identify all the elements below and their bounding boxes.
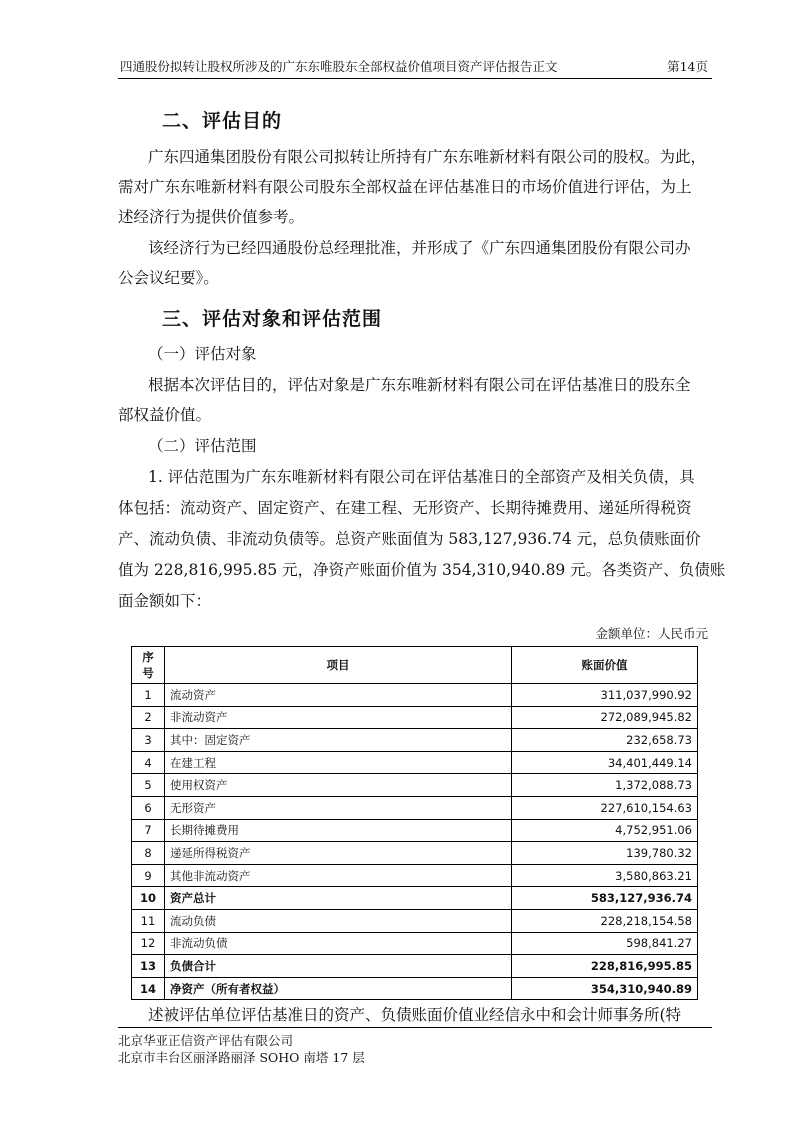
row-no: 5	[132, 774, 165, 797]
row-no: 13	[132, 955, 165, 978]
paragraph-line: 值为 228,816,995.85 元，净资产账面价值为 354,310,940.89 元。各类资产、负债账	[118, 561, 726, 579]
section-heading-scope: 三、评估对象和评估范围	[162, 308, 383, 330]
paragraph-line: 述经济行为提供价值参考。	[118, 208, 305, 226]
currency-unit: 金额单位：人民币元	[595, 626, 708, 641]
row-value: 139,780.32	[512, 842, 698, 865]
row-no: 1	[132, 684, 165, 707]
table-row	[132, 774, 698, 797]
row-item: 资产总计	[165, 887, 512, 910]
table-row	[132, 819, 698, 842]
table-row	[132, 864, 698, 887]
footer-address: 北京市丰台区丽泽路丽泽 SOHO 南塔 17 层	[118, 1050, 365, 1065]
row-no: 7	[132, 819, 165, 842]
row-item: 使用权资产	[165, 774, 512, 797]
row-item: 流动负债	[165, 909, 512, 932]
paragraph-line-continued: 述被评估单位评估基准日的资产、负债账面价值业经信永中和会计师事务所(特	[148, 1006, 682, 1024]
row-value: 3,580,863.21	[512, 864, 698, 887]
row-value: 228,218,154.58	[512, 909, 698, 932]
paragraph-line: 部权益价值。	[118, 406, 212, 424]
table-row	[132, 729, 698, 752]
row-value: 232,658.73	[512, 729, 698, 752]
footer-company: 北京华亚正信资产评估有限公司	[118, 1033, 294, 1048]
row-no: 4	[132, 751, 165, 774]
row-no: 11	[132, 909, 165, 932]
subheading-scope: （二）评估范围	[148, 437, 257, 455]
paragraph-line: 1. 评估范围为广东东唯新材料有限公司在评估基准日的全部资产及相关负债，具	[148, 468, 695, 486]
row-no: 14	[132, 977, 165, 1000]
table-row	[132, 796, 698, 819]
row-item: 净资产（所有者权益）	[165, 977, 512, 1000]
page-number: 第14页	[667, 59, 708, 74]
row-no: 8	[132, 842, 165, 865]
row-no: 10	[132, 887, 165, 910]
row-item: 长期待摊费用	[165, 819, 512, 842]
table-row-total	[132, 887, 698, 910]
section-heading-purpose: 二、评估目的	[162, 110, 283, 132]
row-value: 228,816,995.85	[512, 955, 698, 978]
asset-table	[131, 646, 698, 1000]
col-header-item: 项目	[165, 647, 512, 684]
row-value: 4,752,951.06	[512, 819, 698, 842]
row-item: 其他非流动资产	[165, 864, 512, 887]
row-item: 在建工程	[165, 751, 512, 774]
col-header-no: 序号	[132, 647, 165, 684]
table-row	[132, 842, 698, 865]
row-value: 1,372,088.73	[512, 774, 698, 797]
row-value: 598,841.27	[512, 932, 698, 955]
col-header-value: 账面价值	[512, 647, 698, 684]
row-item: 流动资产	[165, 684, 512, 707]
table-row	[132, 932, 698, 955]
table-row	[132, 909, 698, 932]
paragraph-line: 根据本次评估目的，评估对象是广东东唯新材料有限公司在评估基准日的股东全	[148, 376, 691, 394]
row-item: 其中：固定资产	[165, 729, 512, 752]
row-no: 2	[132, 706, 165, 729]
row-value: 354,310,940.89	[512, 977, 698, 1000]
row-value: 311,037,990.92	[512, 684, 698, 707]
row-item: 递延所得税资产	[165, 842, 512, 865]
header-title: 四通股份拟转让股权所涉及的广东东唯股东全部权益价值项目资产评估报告正文	[120, 59, 558, 74]
page-footer	[118, 1027, 712, 1066]
paragraph-line: 面金额如下：	[118, 592, 212, 610]
row-value: 272,089,945.82	[512, 706, 698, 729]
paragraph-line: 该经济行为已经四通股份总经理批准，并形成了《广东四通集团股份有限公司办	[148, 239, 691, 257]
paragraph-line: 广东四通集团股份有限公司拟转让所持有广东东唯新材料有限公司的股权。为此，	[148, 148, 707, 166]
paragraph-line: 体包括：流动资产、固定资产、在建工程、无形资产、长期待摊费用、递延所得税资	[118, 499, 692, 517]
row-no: 3	[132, 729, 165, 752]
table-row-total	[132, 977, 698, 1000]
table-row-total	[132, 955, 698, 978]
row-no: 12	[132, 932, 165, 955]
row-item: 无形资产	[165, 796, 512, 819]
row-value: 34,401,449.14	[512, 751, 698, 774]
table-row	[132, 751, 698, 774]
row-item: 非流动资产	[165, 706, 512, 729]
row-value: 583,127,936.74	[512, 887, 698, 910]
subheading-object: （一）评估对象	[148, 345, 257, 363]
row-no: 9	[132, 864, 165, 887]
paragraph-line: 需对广东东唯新材料有限公司股东全部权益在评估基准日的市场价值进行评估，为上	[118, 178, 692, 196]
table-header-row	[132, 647, 698, 684]
page-header	[118, 52, 712, 79]
row-no: 6	[132, 796, 165, 819]
row-value: 227,610,154.63	[512, 796, 698, 819]
row-item: 非流动负债	[165, 932, 512, 955]
table-row	[132, 684, 698, 707]
row-item: 负债合计	[165, 955, 512, 978]
table-row	[132, 706, 698, 729]
paragraph-line: 公会议纪要》。	[118, 269, 219, 287]
paragraph-line: 产、流动负债、非流动负债等。总资产账面值为 583,127,936.74 元，总负债账面价	[118, 530, 701, 548]
